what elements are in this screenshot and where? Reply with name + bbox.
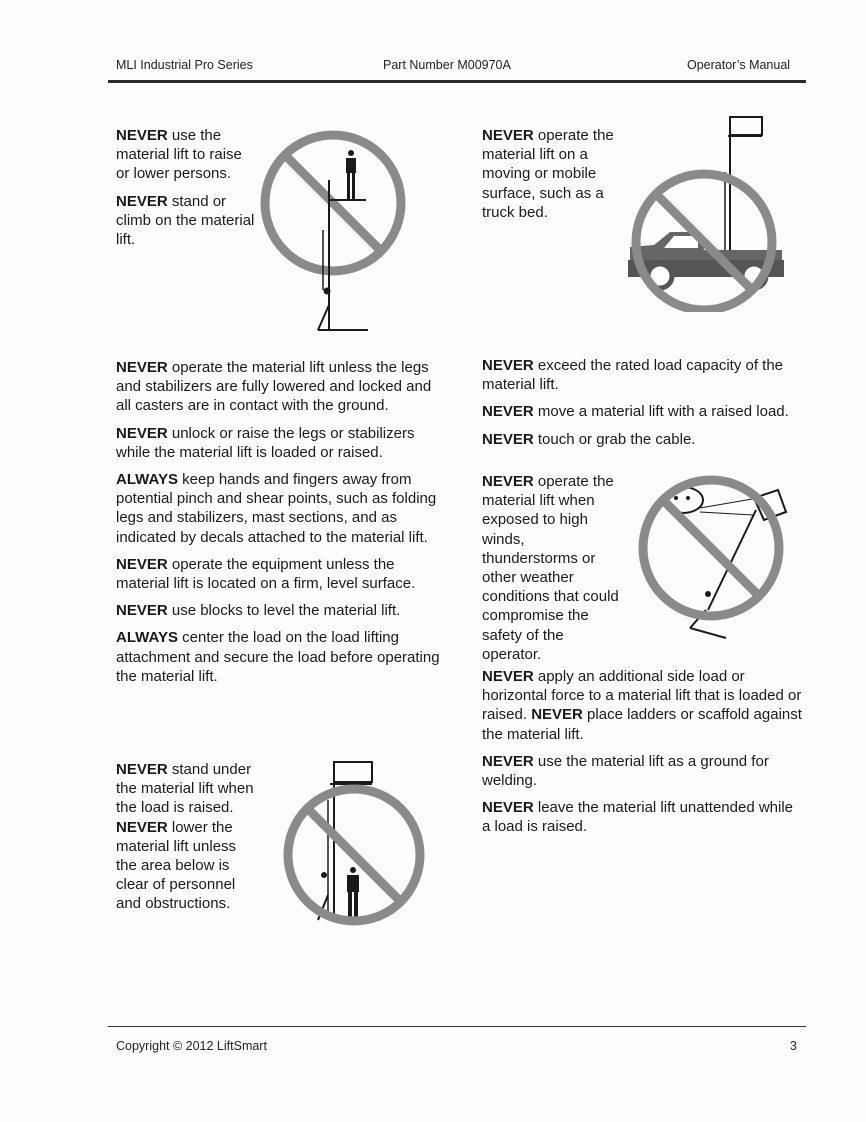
warning-stand-under: NEVER stand under the material lift when the load is raised. NEVER lower the material lift unless the area below is clear of personnel and obstructions. [116,761,254,913]
warning-unattended: NEVER leave the material lift unattended while a load is raised. [482,799,794,836]
warning-welding: NEVER use the material lift as a ground for welding. [482,752,769,790]
warning-center-load: ALWAYS center the load on the load lifting attachment and secure the load before operating the material lift. [116,629,440,685]
warning-block-persons [116,126,256,257]
warning-cable: NEVER touch or grab the cable. [482,430,696,448]
footer-rule [108,1026,806,1027]
warning-block-left-column [116,358,446,694]
warning-move-raised: NEVER move a material lift with a raised load. [482,403,789,421]
warning-weather: NEVER operate the material lift when exposed to high winds, thunderstorms or other weather conditions that could compromise the safety of the operator. [482,473,619,663]
prohibition-person-on-lift-icon [258,130,418,335]
warning-legs-lowered: NEVER operate the material lift unless the legs and stabilizers are fully lowered and locked and all casters are in contact with the ground. [116,359,432,415]
warning-block-stand-under [116,760,256,922]
warning-level-surface: NEVER operate the equipment unless the material lift is located on a firm, level surface. [116,555,416,593]
warning-moving-surface: NEVER operate the material lift on a moving or mobile surface, such as a truck bed. [482,127,614,221]
footer-copyright: Copyright © 2012 LiftSmart [116,1039,267,1053]
header-part-number: Part Number M00970A [383,58,511,72]
warning-raise-persons: NEVER use the material lift to raise or lower persons. [116,127,242,183]
header-rule [108,80,806,83]
prohibition-under-load-icon [272,760,432,930]
warning-unlock-legs: NEVER unlock or raise the legs or stabilizers while the material lift is loaded or raised. [116,424,415,461]
warning-pinch-points: ALWAYS keep hands and fingers away from potential pinch and shear points, such as folding legs and stabilizers, mast sections, and as indicated by decals attached to the material lift. [116,471,437,546]
warning-block-weather [482,472,622,672]
warning-block-right-column [482,356,804,457]
prohibition-truck-bed-icon [622,112,787,312]
prohibition-high-wind-icon [628,470,793,642]
page-number: 3 [790,1039,797,1053]
warning-rated-capacity: NEVER exceed the rated load capacity of the material lift. [482,357,784,394]
header-series: MLI Industrial Pro Series [116,58,253,72]
warning-climb: NEVER stand or climb on the material lift. [116,192,255,249]
warning-block-moving-surface [482,126,616,230]
warning-blocks: NEVER use blocks to level the material lift. [116,602,401,620]
warning-block-right-lower [482,667,804,845]
warning-side-load: NEVER apply an additional side load or horizontal force to a material lift that is loaded or raised. NEVER place ladders or scaffold against the material lift. [482,668,802,743]
header-manual-title: Operator’s Manual [687,58,791,72]
